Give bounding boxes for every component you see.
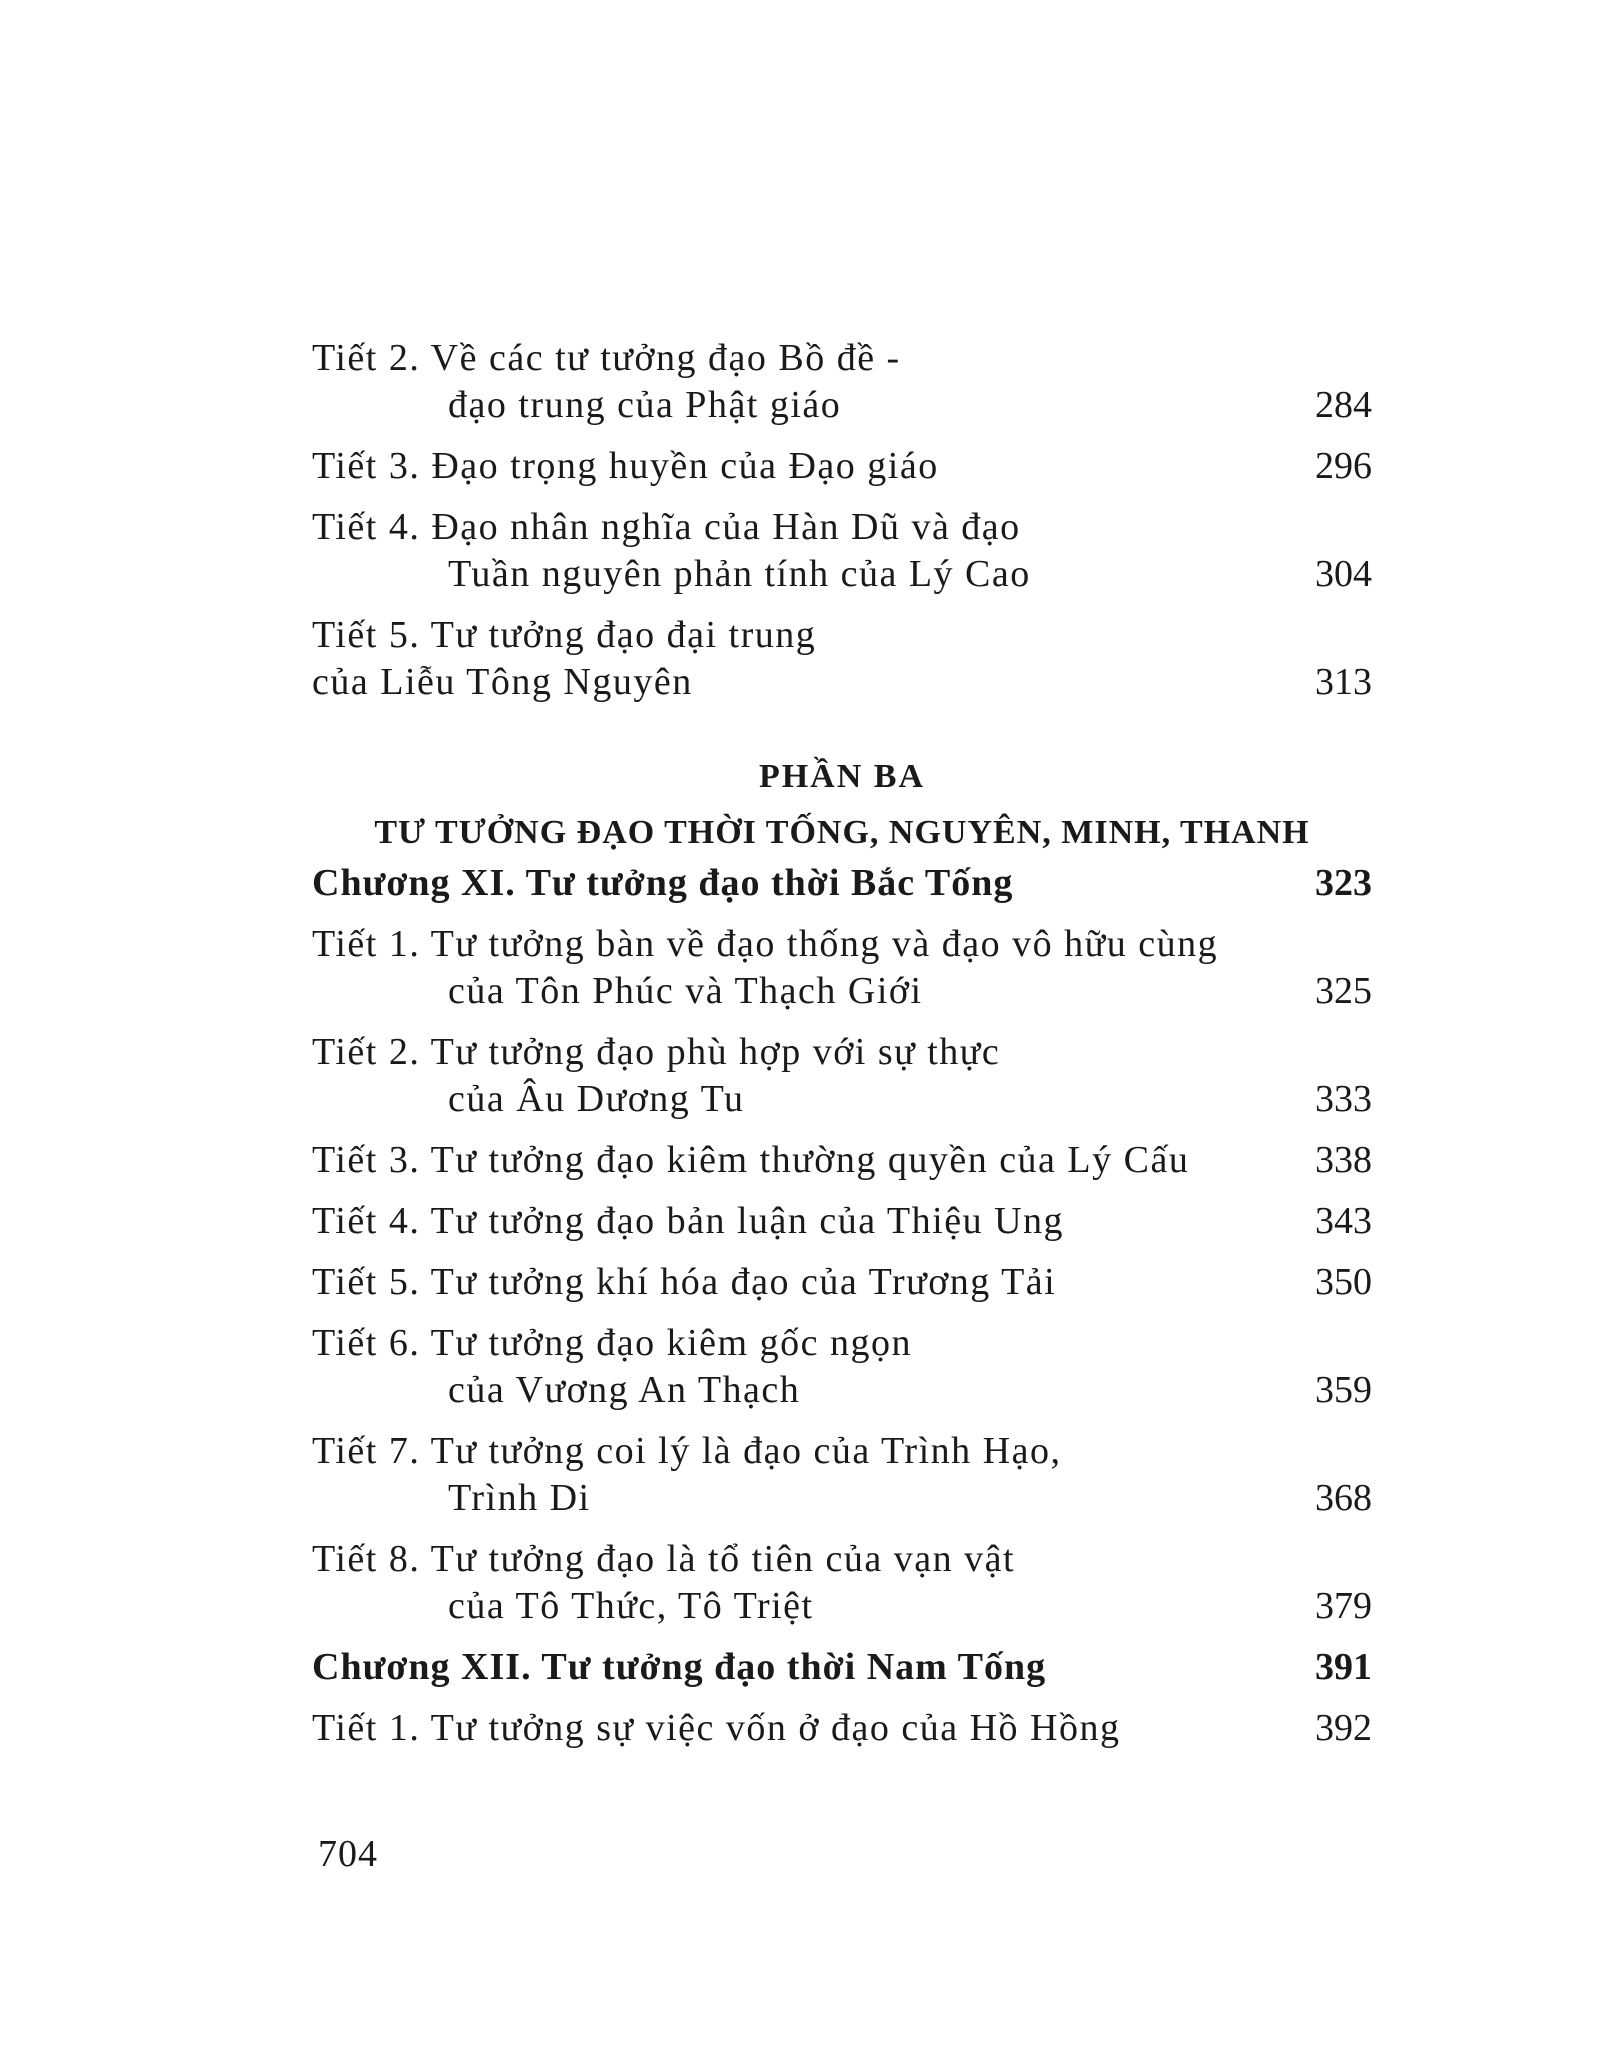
entry-page-number: 392 (1315, 1707, 1372, 1749)
entry-title-line-2: của Tô Thức, Tô Triệt (448, 1585, 814, 1627)
toc-section-entry (312, 1320, 1372, 1414)
entry-page-number: 313 (1315, 661, 1372, 703)
entry-page-number: 333 (1315, 1078, 1372, 1120)
entry-title-line-1: Tiết 1. Tư tưởng bàn về đạo thống và đạo vô hữu cùng (312, 923, 1219, 965)
entry-title-line-1: Tiết 4. Tư tưởng đạo bản luận của Thiệu Ung (312, 1200, 1065, 1242)
entry-title-line-2: của Vương An Thạch (448, 1369, 801, 1411)
toc-section-entry (312, 1259, 1372, 1306)
toc-section-entry (312, 612, 1372, 706)
entry-title-line-1: Chương XI. Tư tưởng đạo thời Bắc Tống (312, 862, 1014, 904)
entry-page-number: 391 (1315, 1646, 1372, 1688)
entry-title-line-2: của Âu Dương Tu (448, 1078, 745, 1120)
toc-section-entry (312, 443, 1372, 490)
entry-page-number: 325 (1315, 970, 1372, 1012)
toc-section-entry (312, 1428, 1372, 1522)
entry-title-line-1: Tiết 2. Tư tưởng đạo phù hợp với sự thực (312, 1031, 1001, 1073)
entry-page-number: 368 (1315, 1477, 1372, 1519)
toc-section-entry (312, 1198, 1372, 1245)
entry-title-line-2: đạo trung của Phật giáo (448, 384, 842, 426)
entry-title-line-1: Tiết 3. Đạo trọng huyền của Đạo giáo (312, 445, 939, 487)
entry-title-line-1: Tiết 7. Tư tưởng coi lý là đạo của Trình Hạo, (312, 1430, 1062, 1472)
entry-title-line-2: Trình Di (448, 1477, 591, 1519)
entry-title-line-1: Tiết 5. Tư tưởng khí hóa đạo của Trương Tải (312, 1261, 1057, 1303)
entry-title-line-2: của Liễu Tông Nguyên (312, 661, 693, 703)
entry-page-number: 323 (1315, 862, 1372, 904)
toc-section-entry (312, 1705, 1372, 1752)
toc-chapter-entry (312, 860, 1372, 907)
part-heading: PHẦN BA (758, 758, 926, 795)
entry-title-line-1: Tiết 6. Tư tưởng đạo kiêm gốc ngọn (312, 1322, 912, 1364)
toc-section-entry (312, 921, 1372, 1015)
toc-section-entry (312, 1536, 1372, 1630)
entry-page-number: 304 (1315, 553, 1372, 595)
entry-title-line-1: Chương XII. Tư tưởng đạo thời Nam Tống (312, 1646, 1047, 1688)
entry-title-line-1: Tiết 5. Tư tưởng đạo đại trung (312, 614, 817, 656)
entry-page-number: 379 (1315, 1585, 1372, 1627)
toc-section-entry (312, 1029, 1372, 1123)
entry-title-line-2: Tuần nguyên phản tính của Lý Cao (448, 553, 1031, 595)
part-title: TƯ TƯỞNG ĐẠO THỜI TỐNG, NGUYÊN, MINH, THANH (374, 814, 1310, 851)
page-number: 704 (318, 1833, 378, 1875)
entry-title-line-1: Tiết 8. Tư tưởng đạo là tổ tiên của vạn vật (312, 1538, 1016, 1580)
toc-group-part-three (312, 860, 1372, 1752)
entry-title-line-1: Tiết 4. Đạo nhân nghĩa của Hàn Dũ và đạo (312, 506, 1021, 548)
entry-title-line-1: Tiết 1. Tư tưởng sự việc vốn ở đạo của Hồ Hồng (312, 1707, 1121, 1749)
entry-page-number: 350 (1315, 1261, 1372, 1303)
toc-section-entry (312, 1137, 1372, 1184)
entry-title-line-1: Tiết 3. Tư tưởng đạo kiêm thường quyền của Lý Cấu (312, 1139, 1190, 1181)
toc-section-entry (312, 335, 1372, 429)
toc-chapter-entry (312, 1644, 1372, 1691)
toc-section-entry (312, 504, 1372, 598)
entry-page-number: 338 (1315, 1139, 1372, 1181)
entry-title-line-1: Tiết 2. Về các tư tưởng đạo Bồ đề - (312, 337, 901, 379)
entry-page-number: 284 (1315, 384, 1372, 426)
entry-page-number: 296 (1315, 445, 1372, 487)
entry-page-number: 343 (1315, 1200, 1372, 1242)
entry-title-line-2: của Tôn Phúc và Thạch Giới (448, 970, 923, 1012)
toc-group-part-two (312, 335, 1372, 706)
entry-page-number: 359 (1315, 1369, 1372, 1411)
table-of-contents (312, 335, 1372, 1766)
